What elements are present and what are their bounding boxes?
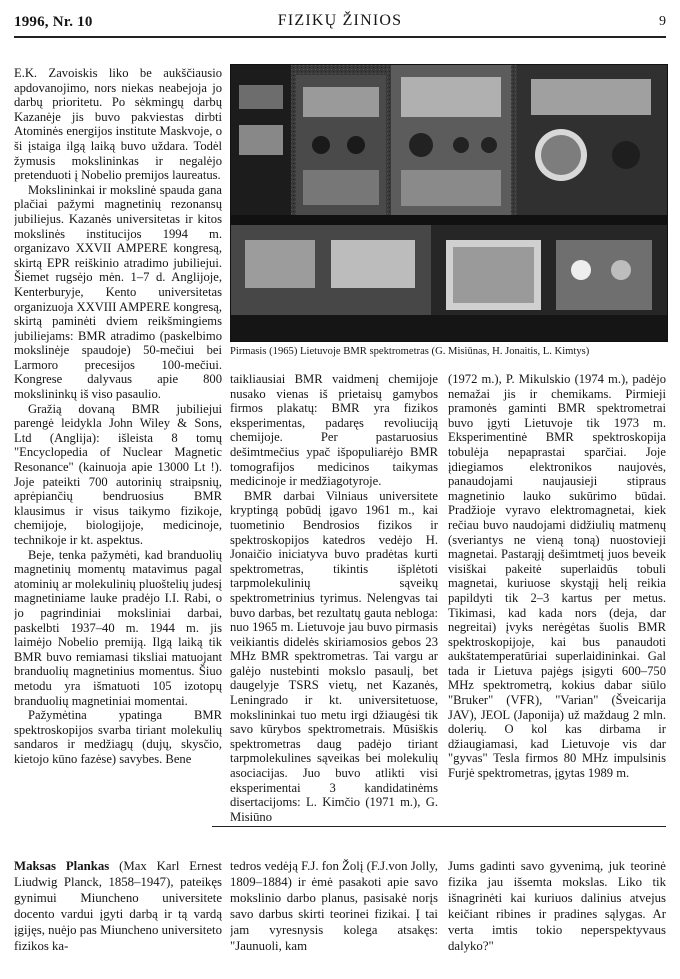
column-right bbox=[448, 372, 666, 844]
paragraph: BMR darbai Vilniaus universitete kryptingą pobūdį įgavo 1961 m., kai tuometinio Bendrosios fizikos ir spektroskopijos katedros vedėjo H. Jonaičio iniciatyva buvo pradėtas kurti spektrometras, tikintis išplėtoti tarpmolekulinių sąveikų spektrometrinius tyrimus. Nelengvas tai buvo darbas, bet rezultatų gauta nebloga: nuo 1965 m. Lietuvoje jau buvo pirmasis veikiantis didelės skiriamosios gebos 23 MHz BMR spektrometras. Tai vargu ar galėjo nustebinti mokslo pasaulį, bet daugelyje TSRS vietų, net Kazanės, Leningrado ir kt. universitetuose, mokslininkai tuo metu irgi džiaugėsi tik savo kūrybos spektrometrais. Mūsiškis spektrometras daug padėjo tiriant tarpmolekulines sąveikas bei molekulių asociacijas. Juo buvo atlikti visi eksperimentai 3 kandidatinėms disertacijoms: L. Kimčio (1971 m.), G. Misiūno bbox=[230, 488, 438, 824]
person-name: Maksas Plankas bbox=[14, 859, 110, 873]
spectrometer-photo bbox=[230, 64, 668, 342]
paragraph-text: (Max Karl Ernest Liudwig Planck, 1858–1947), pateikęs gynimui Miuncheno universitete docento vardui įgyti darbą ir tą vardą įgijęs, nuėjo pas Miuncheno universiteto fizikos ka- bbox=[14, 859, 222, 953]
page-header bbox=[14, 12, 666, 34]
anecdote-right bbox=[448, 858, 666, 972]
column-left bbox=[14, 66, 222, 844]
column-middle bbox=[230, 372, 438, 844]
issue-label: 1996, Nr. 10 bbox=[14, 14, 93, 30]
paragraph: Mokslininkai ir mokslinė spauda gana plačiai pažymi magnetinių rezonansų jubiliejus. Kazanės universitetas ir kitos mokslinės institucijos 1994 m. organizavo XXVII AMPERE kongresą, skirtą EPR reiškinio atradimo jubiliejui. Šiemet rugsėjo mėn. 1–7 d. Anglijoje, Kenterburyje, Kento universitetas organizuoja XXVIII AMPERE kongresą, skirtą paminėti dviem reikšmingiems jubiliejams: BMR atradimo (paskelbimo mokslinėje spaudoje) 50-mečiui bei Larmoro precesijos 100-mečiui. Kongrese dalyvaus apie 800 mokslininkų iš viso pasaulio. bbox=[14, 182, 222, 402]
paragraph: Gražią dovaną BMR jubiliejui parengė leidykla John Wiley & Sons, Ltd (Anglija): išleista 8 tomų "Encyclopedia of Nuclear Magnetic Resonance" (kainuoja apie 13000 Lt !). Joje pateikti 700 autorinių straipsnių, aprėpiančių bendruosius BMR klausimus ir visus taikymo fizikoje, chemijoje, biologijoje, medicinoje, technikoje ir kt. aspektus. bbox=[14, 401, 222, 547]
paragraph: Beje, tenka pažymėti, kad branduolių magnetinių momentų matavimus pagal atominių ar molekulinių pluoštelių judesį magnetiniame lauke pradėjo I.I. Rabi, o jo pagrindiniai moksliniai darbai, paskelbti 1937–40 m. 1944 m. jis laimėjo Nobelio premiją. Ilgą laiką tik BMR buvo remiamasi tiksliai matuojant branduolių magnetinius momentus. Šiuo metodu yra išmatuoti 105 izotopų branduolių magnetiniai momentai. bbox=[14, 547, 222, 708]
paragraph: Pažymėtina ypatinga BMR spektroskopijos svarba tiriant molekulių sandaros ir medžiagų (dujų, skysčio, kietojo kūno fazėse) savybes. Bene bbox=[14, 708, 222, 766]
page-number: 9 bbox=[659, 14, 666, 29]
anecdote-left bbox=[14, 858, 222, 972]
paragraph: Jums gadinti savo gyvenimą, juk teorinė fizika jau išsemta mokslas. Liko tik išnagrinėti kai kuriuos dalinius atvejus keičiant ribines ir pradines sąlygas. Ar verta imtis tokio neperspektyvaus dalyko?" bbox=[448, 859, 666, 953]
journal-title: FIZIKŲ ŽINIOS bbox=[277, 12, 403, 29]
paragraph: (1972 m.), P. Mikulskio (1974 m.), padėjo nemažai jis ir chemikams. Pirmieji pramonės gaminti BMR spektrometrai buvo įgyti Lietuvoje tik 1973 m. Eksperimentinė BMR spektroskopija tobulėja nepaprastai sparčiai. Joje įdiegiamos elektronikos naujovės, panaudojami naujausieji stipraus magnetinio lauko sukūrimo būdai. Pradžioje vyravo elektromagnetai, kiek rečiau buvo naudojami didžiulių matmenų (sveriantys ne vieną toną) nuostovieji magnetai. Pastarąjį dešimtmetį juos beveik visiškai pakeitė superlaidūs tobuli magnetai, kuriuose skystąjį helį reikia papildyti tik 2–3 kartus per metus. Tikimasi, kad kada nors (deja, dar negreitai) įvyks nerėgėtas šuolis BMR spektroskopijoje, kai bus panaudoti aukštatemperatūriai superlaidininkai. Gal tada ir Lietuva pajėgs įsigyti 600–750 MHz spektrometrą, kokius dabar siūlo "Bruker" (VFR), "Varian" (Šveicarija JAV), JEOL (Japonija) už maždaug 2 mln. dolerių. O kol kas dirbama ir džiaugiamasi, kad Lietuvoje vis dar "gyvas" Tesla firmos 80 MHz impulsinis Furjė spektrometras, įgytas 1989 m. bbox=[448, 372, 666, 781]
section-rule bbox=[212, 826, 666, 827]
paragraph: E.K. Zavoiskis liko be aukščiausio apdovanojimo, nors niekas neabejoja jo darbų prioritetu. Po sėkmingų darbų Kazanėje jis buvo pakviestas dirbti Atominės energijos institute Maskvoje, o ši įstaiga ilgą laiką buvo uždara. Todėl žymusis mokslininkas ir negalėjo pretenduoti į Nobelio premijos laureatus. bbox=[14, 66, 222, 183]
header-rule bbox=[14, 36, 666, 38]
paragraph: taikliausiai BMR vaidmenį chemijoje nusako vienas iš prietaisų gamybos firmos plakatų: BMR yra fizikos eksperimentas, padaręs revoliuciją chemijoje. Per pastaruosius dešimtmečius ypač išpopuliarėjo BMR tomografijos medicinos taikymas medicinoje ir medžiagotyroje. bbox=[230, 372, 438, 489]
anecdote-middle bbox=[230, 858, 438, 972]
spectrometer-photo-drawing bbox=[231, 65, 667, 341]
photo-caption: Pirmasis (1965) Lietuvoje BMR spektrometras (G. Misiūnas, H. Jonaitis, L. Kimtys) bbox=[230, 346, 590, 357]
paragraph bbox=[14, 858, 222, 954]
paragraph: tedros vedėją F.J. fon Žolį (F.J.von Jolly, 1809–1884) ir ėmė pasakoti apie savo mokslinio darbo planus, pasisakė norįs savo darbus skirti teorinei fizikai. Į tai jam vyresnysis kolega atsakęs: "Jaunuoli, kam bbox=[230, 859, 438, 953]
